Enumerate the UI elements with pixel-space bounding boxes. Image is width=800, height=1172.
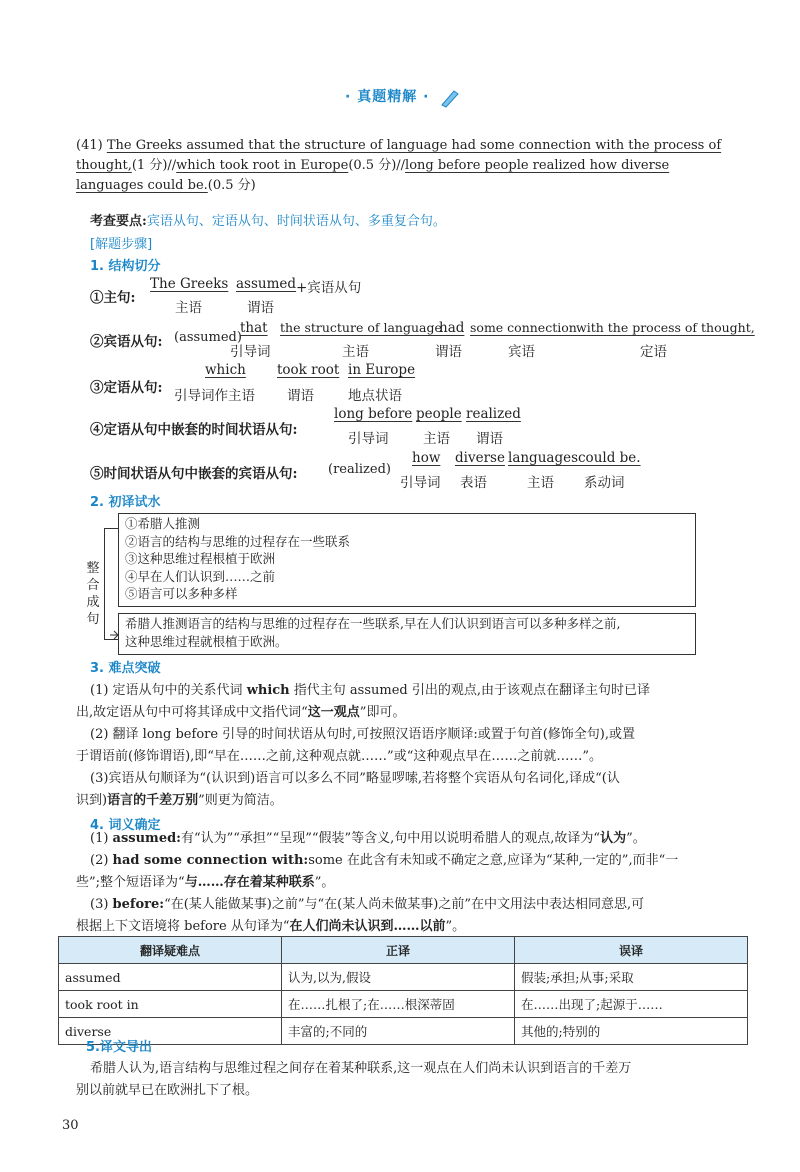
draft-item: ③这种思维过程根植于欧洲	[125, 551, 276, 566]
table-row: diverse 丰富的;不同的 其他的;特别的	[59, 1018, 748, 1045]
step3-title: 3. 难点突破	[90, 661, 161, 676]
draft-box	[118, 513, 696, 607]
draft-item: ④早在人们认识到……之前	[125, 568, 276, 584]
table-header-row: 翻译疑难点 正译 误译	[59, 937, 748, 964]
translation-table	[58, 936, 748, 1045]
step5-title: 5.译文导出	[86, 1040, 152, 1055]
pen-icon	[439, 86, 461, 108]
final-translation: 希腊人认为,语言结构与思维过程之间存在着某种联系,这一观点在人们尚未认识到语言的千差万 别以前就早已在欧洲扎下了根。	[76, 1061, 632, 1098]
table-row: took root in 在……扎根了;在……根深蒂固 在……出现了;起源于……	[59, 991, 748, 1018]
combined-box: 希腊人推测语言的结构与思维的过程存在一些联系,早在人们认识到语言可以多种多样之前, 这种思维过程就根植于欧洲。	[118, 613, 696, 655]
draft-item: ①希腊人推测	[125, 516, 201, 531]
key-points: 考查要点:宾语从句、定语从句、时间状语从句、多重复合句。	[90, 214, 446, 229]
combine-label: 整 合 成 句	[86, 561, 100, 627]
step4-title: 4. 词义确定	[90, 818, 161, 833]
bracket-line	[104, 528, 119, 640]
page-number: 30	[62, 1118, 79, 1133]
section-title-badge: · 真题精解 ·	[345, 86, 461, 108]
word-meanings: (1) assumed:有“认为”“承担”“呈现”“假装”等含义,句中用以说明希腊人的观点,故译为“认为”。 (2) had some connection with:some 在此含有未知或不确定之意,应译为“某种,一定的”,而非“一 些”;整个短语译为“与……存在着某种联系”。 (3) before:“在(某人能做某事)之前”与“在(某人尚未做某事)之前”在中文用法中表达相同意思,可 根据上下文语境将 before 从句译为“在人们尚未认识到……以前”。	[76, 831, 679, 934]
draft-item: ⑤语言可以多种多样	[125, 586, 238, 601]
draft-item: ②语言的结构与思维的过程存在一些联系	[125, 533, 351, 549]
step1-title: 1. 结构切分	[90, 259, 161, 274]
table-row: assumed 认为,以为,假设 假装;承担;从事;采取	[59, 964, 748, 991]
question-41: (41) The Greeks assumed that the structure of language had some connection with the process of thought,(1 分)//which took root in Europe(0.5 分)//long before people realized how diverse languages could be.(0.5 分)	[76, 138, 722, 193]
hard-points: (1) 定语从句中的关系代词 which 指代主句 assumed 引出的观点,由于该观点在翻译主句时已译 出,故定语从句中可将其译成中文指代词“这一观点”即可。 (2) 翻译 long before 引导的时间状语从句时,可按照汉语语序顺译:或置于句首(修饰全句),或置 于谓语前(修饰谓语),即“早在……之前,这种观点就……”或“这种观点早在……之前就……”。 (3)宾语从句顺译为“(认识到)语言可以多么不同”略显啰嗦,若将整个宾语从句名词化,译成“(认 识到)语言的千差万别”则更为简洁。	[76, 683, 650, 808]
steps-label: [解题步骤]	[90, 237, 153, 252]
step2-title: 2. 初译试水	[90, 495, 161, 510]
